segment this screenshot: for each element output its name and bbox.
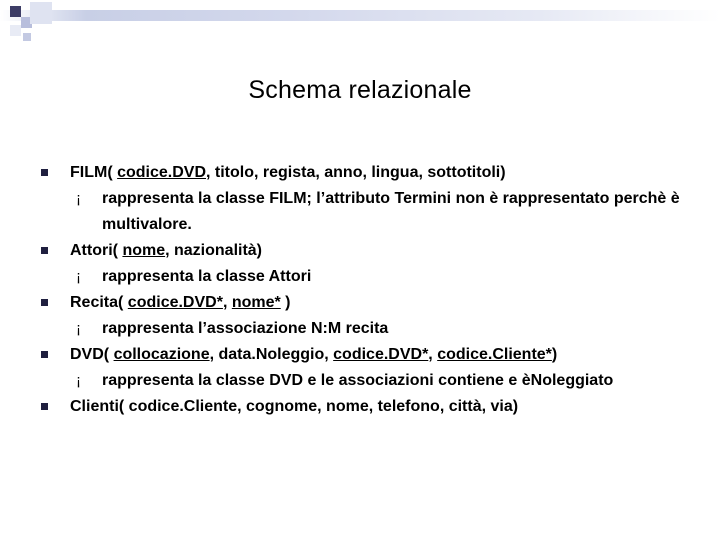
sub-item — [40, 264, 710, 290]
decor-square — [23, 33, 31, 41]
primary-key: codice.DVD* — [333, 346, 429, 363]
item-text: ) — [551, 346, 558, 363]
decor-square — [10, 25, 21, 36]
circle-bullet-icon: ¡ — [76, 372, 81, 389]
item-text: , titolo, regista, anno, lingua, sottotitoli) — [206, 164, 506, 181]
slide-content — [40, 160, 710, 420]
list-item-recita — [40, 290, 710, 316]
slide-title: Schema relazionale — [248, 76, 472, 104]
list-item-film — [40, 160, 710, 186]
sub-item — [40, 316, 710, 342]
square-bullet-icon — [41, 403, 48, 410]
primary-key: codice.DVD* — [127, 294, 223, 311]
decor-square — [10, 6, 21, 17]
item-text: FILM( — [70, 164, 118, 181]
square-bullet-icon — [41, 351, 48, 358]
item-text: , data.Noleggio, — [209, 346, 334, 363]
list-item-clienti — [40, 394, 710, 420]
decor-square — [30, 2, 52, 24]
primary-key: collocazione — [113, 346, 210, 363]
square-bullet-icon — [41, 169, 48, 176]
primary-key: nome* — [231, 294, 281, 311]
sub-item-text: rappresenta la classe DVD e le associazioni contiene e èNoleggiato — [102, 372, 614, 389]
circle-bullet-icon: ¡ — [76, 190, 81, 207]
item-text: DVD( — [70, 346, 114, 363]
list-item-attori — [40, 238, 710, 264]
item-text: , — [428, 346, 438, 363]
sub-item — [40, 186, 710, 238]
item-text: Clienti( codice.Cliente, cognome, nome, telefono, città, via) — [70, 398, 519, 415]
square-bullet-icon — [41, 247, 48, 254]
item-text: , — [222, 294, 232, 311]
primary-key: codice.Cliente* — [437, 346, 552, 363]
sub-item-text: rappresenta la classe Attori — [102, 268, 312, 285]
circle-bullet-icon: ¡ — [76, 320, 81, 337]
primary-key: nome — [122, 242, 166, 259]
header-band — [0, 10, 720, 21]
item-text: Recita( — [70, 294, 128, 311]
item-text: ) — [280, 294, 291, 311]
item-text: Attori( — [70, 242, 123, 259]
item-text: , nazionalità) — [165, 242, 263, 259]
circle-bullet-icon: ¡ — [76, 268, 81, 285]
primary-key: codice.DVD — [117, 164, 207, 181]
sub-item-text: rappresenta l’associazione N:M recita — [102, 320, 389, 337]
sub-item — [40, 368, 710, 394]
sub-item-text: rappresenta la classe FILM; l’attributo Termini non è rappresentato perchè è multivalore. — [102, 190, 680, 233]
square-bullet-icon — [41, 299, 48, 306]
list-item-dvd — [40, 342, 710, 368]
